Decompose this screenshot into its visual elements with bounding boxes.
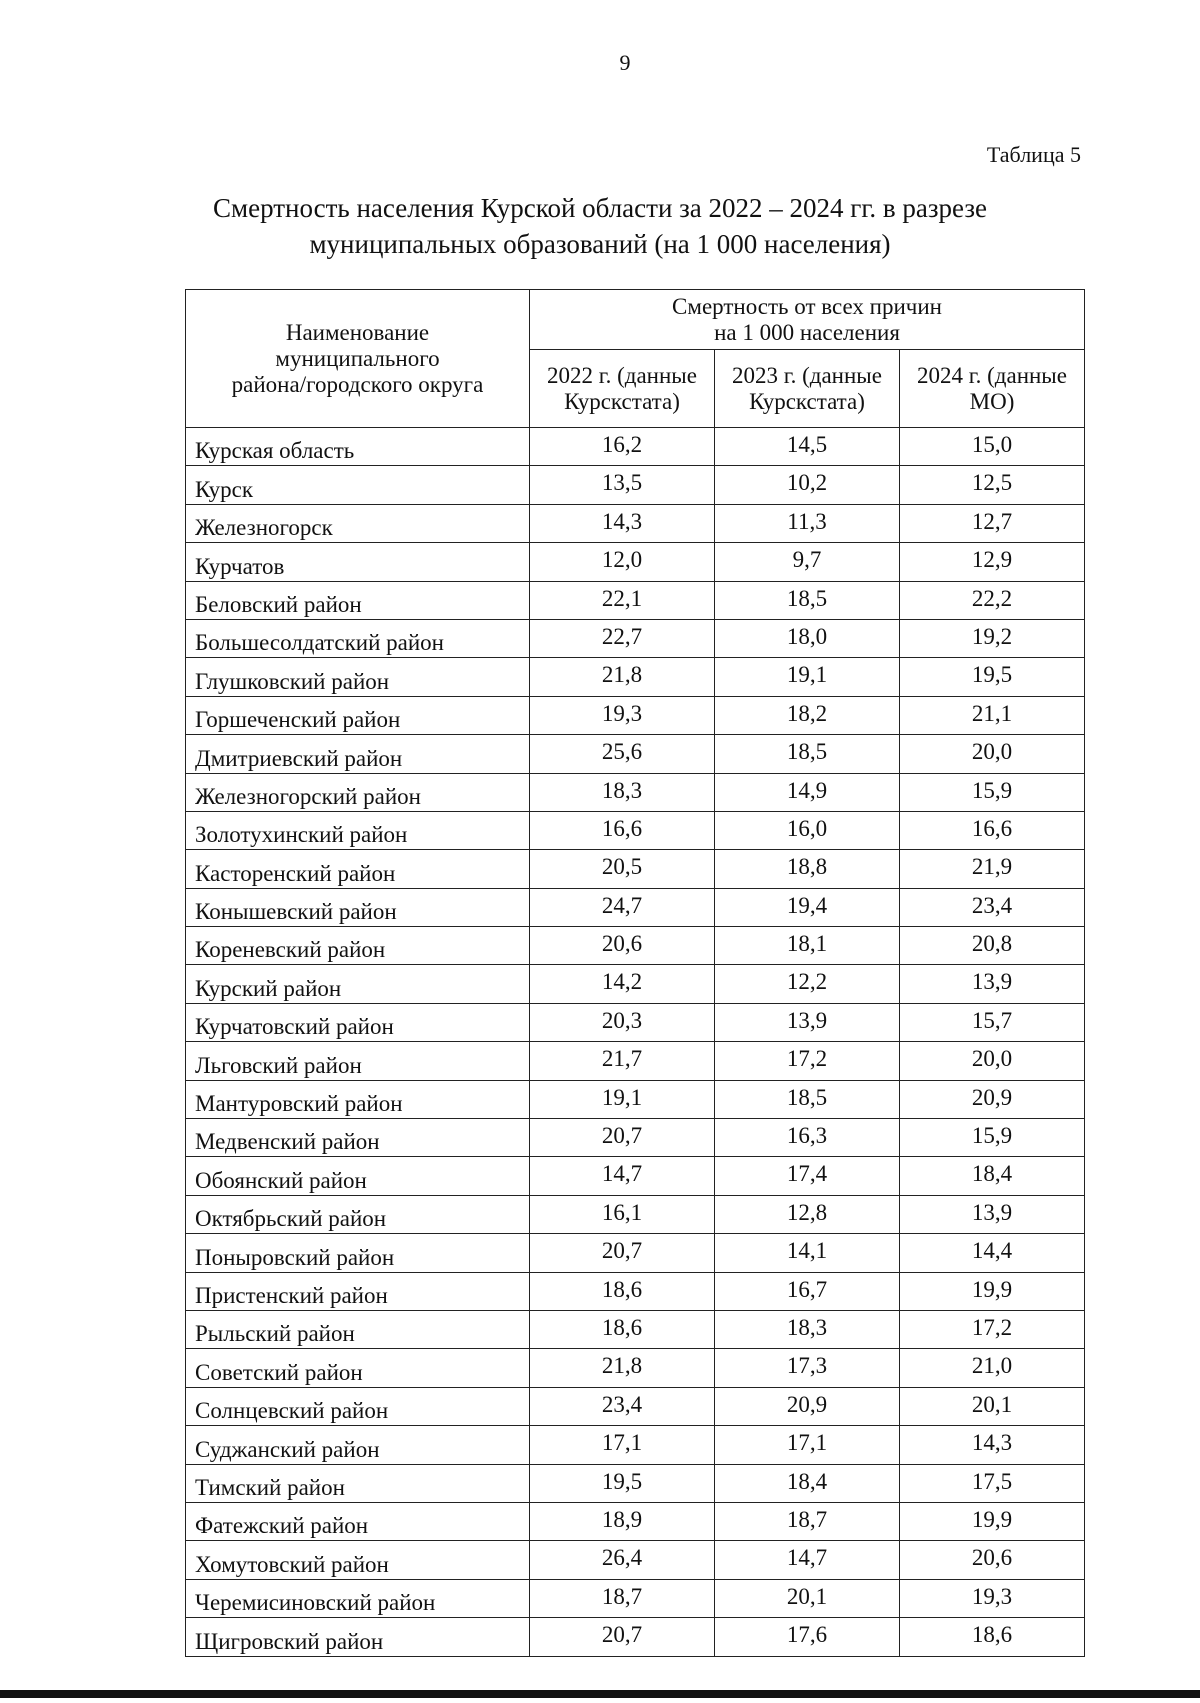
value-2024-cell: 19,9	[900, 1272, 1085, 1310]
value-2023-cell: 14,5	[715, 428, 900, 466]
header-municipality-name	[186, 290, 530, 428]
table-row	[186, 1234, 1085, 1272]
value-2024-cell: 20,0	[900, 1042, 1085, 1080]
value-2023-cell: 9,7	[715, 543, 900, 581]
value-2023-cell: 13,9	[715, 1003, 900, 1041]
table-row	[186, 1349, 1085, 1387]
document-title-line-1: Смертность населения Курской области за 2022 – 2024 гг. в разрезе	[212, 193, 988, 223]
header-2023-line-2: Курскстата)	[749, 388, 865, 414]
value-2024-cell: 13,9	[900, 1195, 1085, 1233]
value-2024-cell: 15,0	[900, 428, 1085, 466]
value-2024-cell: 20,8	[900, 927, 1085, 965]
value-2022-cell: 14,2	[530, 965, 715, 1003]
value-2022-cell: 25,6	[530, 735, 715, 773]
table-row	[186, 965, 1085, 1003]
header-2023-line-1: 2023 г. (данные	[732, 362, 882, 388]
value-2022-cell: 22,7	[530, 619, 715, 657]
value-2024-cell: 13,9	[900, 965, 1085, 1003]
value-2024-cell: 19,5	[900, 658, 1085, 696]
header-name-line-1: Наименование	[285, 319, 430, 345]
table-row	[186, 1042, 1085, 1080]
value-2024-cell: 15,9	[900, 1119, 1085, 1157]
value-2022-cell: 21,7	[530, 1042, 715, 1080]
value-2024-cell: 16,6	[900, 811, 1085, 849]
value-2024-cell: 12,9	[900, 543, 1085, 581]
header-year-2022	[530, 350, 715, 428]
value-2022-cell: 14,7	[530, 1157, 715, 1195]
value-2023-cell: 14,7	[715, 1541, 900, 1579]
document-title	[150, 190, 1050, 262]
table-row	[186, 1195, 1085, 1233]
value-2022-cell: 20,7	[530, 1618, 715, 1656]
table-row	[186, 543, 1085, 581]
value-2024-cell: 20,6	[900, 1541, 1085, 1579]
header-2022-line-1: 2022 г. (данные	[547, 362, 697, 388]
value-2022-cell: 20,7	[530, 1234, 715, 1272]
value-2024-cell: 14,4	[900, 1234, 1085, 1272]
value-2024-cell: 22,2	[900, 581, 1085, 619]
municipality-name-cell: Курчатов	[186, 543, 530, 581]
value-2022-cell: 18,6	[530, 1310, 715, 1348]
table-row	[186, 1502, 1085, 1540]
municipality-name-cell: Тимский район	[186, 1464, 530, 1502]
table-row	[186, 1387, 1085, 1425]
municipality-name-cell: Суджанский район	[186, 1426, 530, 1464]
municipality-name-cell: Советский район	[186, 1349, 530, 1387]
value-2023-cell: 18,0	[715, 619, 900, 657]
value-2024-cell: 12,7	[900, 504, 1085, 542]
table-row	[186, 1426, 1085, 1464]
municipality-name-cell: Глушковский район	[186, 658, 530, 696]
table-row	[186, 773, 1085, 811]
header-group-line-1: Смертность от всех причин	[672, 293, 942, 319]
value-2024-cell: 14,3	[900, 1426, 1085, 1464]
header-year-2024	[900, 350, 1085, 428]
value-2024-cell: 21,0	[900, 1349, 1085, 1387]
header-2022-line-2: Курскстата)	[564, 388, 680, 414]
header-mortality-group	[530, 290, 1085, 350]
table-row	[186, 1272, 1085, 1310]
municipality-name-cell: Хомутовский район	[186, 1541, 530, 1579]
municipality-name-cell: Конышевский район	[186, 888, 530, 926]
value-2023-cell: 16,3	[715, 1119, 900, 1157]
table-row	[186, 504, 1085, 542]
municipality-name-cell: Льговский район	[186, 1042, 530, 1080]
page-number: 9	[619, 50, 631, 75]
municipality-name-cell: Беловский район	[186, 581, 530, 619]
municipality-name-cell: Медвенский район	[186, 1119, 530, 1157]
municipality-name-cell: Поныровский район	[186, 1234, 530, 1272]
table-body	[186, 428, 1085, 1657]
value-2024-cell: 19,9	[900, 1502, 1085, 1540]
value-2023-cell: 10,2	[715, 466, 900, 504]
value-2022-cell: 20,6	[530, 927, 715, 965]
value-2024-cell: 18,4	[900, 1157, 1085, 1195]
municipality-name-cell: Железногорск	[186, 504, 530, 542]
value-2024-cell: 19,2	[900, 619, 1085, 657]
value-2022-cell: 19,1	[530, 1080, 715, 1118]
header-name-line-3: района/городского округа	[231, 371, 484, 397]
value-2023-cell: 11,3	[715, 504, 900, 542]
value-2023-cell: 19,4	[715, 888, 900, 926]
table-row	[186, 466, 1085, 504]
value-2023-cell: 18,5	[715, 735, 900, 773]
value-2023-cell: 18,2	[715, 696, 900, 734]
value-2023-cell: 14,1	[715, 1234, 900, 1272]
municipality-name-cell: Дмитриевский район	[186, 735, 530, 773]
municipality-name-cell: Солнцевский район	[186, 1387, 530, 1425]
value-2023-cell: 18,5	[715, 581, 900, 619]
municipality-name-cell: Кореневский район	[186, 927, 530, 965]
table-row	[186, 1080, 1085, 1118]
value-2022-cell: 18,9	[530, 1502, 715, 1540]
value-2022-cell: 23,4	[530, 1387, 715, 1425]
value-2024-cell: 12,5	[900, 466, 1085, 504]
value-2023-cell: 20,1	[715, 1579, 900, 1617]
value-2022-cell: 17,1	[530, 1426, 715, 1464]
municipality-name-cell: Октябрьский район	[186, 1195, 530, 1233]
table-row	[186, 1618, 1085, 1656]
value-2023-cell: 17,4	[715, 1157, 900, 1195]
header-2024-line-2: МО)	[969, 388, 1015, 414]
table-row	[186, 850, 1085, 888]
municipality-name-cell: Щигровский район	[186, 1618, 530, 1656]
value-2022-cell: 12,0	[530, 543, 715, 581]
table-row	[186, 811, 1085, 849]
table-row	[186, 1157, 1085, 1195]
value-2022-cell: 16,6	[530, 811, 715, 849]
municipality-name-cell: Железногорский район	[186, 773, 530, 811]
table-row	[186, 1579, 1085, 1617]
value-2022-cell: 18,6	[530, 1272, 715, 1310]
value-2024-cell: 21,9	[900, 850, 1085, 888]
value-2023-cell: 18,5	[715, 1080, 900, 1118]
municipality-name-cell: Рыльский район	[186, 1310, 530, 1348]
header-2024-line-1: 2024 г. (данные	[917, 362, 1067, 388]
value-2022-cell: 18,3	[530, 773, 715, 811]
value-2024-cell: 15,9	[900, 773, 1085, 811]
header-group-line-2: на 1 000 населения	[714, 319, 900, 345]
value-2024-cell: 20,1	[900, 1387, 1085, 1425]
value-2022-cell: 19,3	[530, 696, 715, 734]
table-row	[186, 581, 1085, 619]
municipality-name-cell: Курский район	[186, 965, 530, 1003]
value-2023-cell: 12,2	[715, 965, 900, 1003]
municipality-name-cell: Мантуровский район	[186, 1080, 530, 1118]
value-2022-cell: 21,8	[530, 1349, 715, 1387]
value-2022-cell: 14,3	[530, 504, 715, 542]
value-2024-cell: 23,4	[900, 888, 1085, 926]
table-row	[186, 1541, 1085, 1579]
value-2022-cell: 24,7	[530, 888, 715, 926]
mortality-table	[185, 289, 1085, 1657]
value-2022-cell: 19,5	[530, 1464, 715, 1502]
value-2024-cell: 19,3	[900, 1579, 1085, 1617]
value-2024-cell: 20,0	[900, 735, 1085, 773]
value-2022-cell: 22,1	[530, 581, 715, 619]
document-title-line-2: муниципальных образований (на 1 000 населения)	[309, 229, 891, 259]
value-2024-cell: 17,2	[900, 1310, 1085, 1348]
value-2023-cell: 18,8	[715, 850, 900, 888]
value-2022-cell: 20,3	[530, 1003, 715, 1041]
table-row	[186, 619, 1085, 657]
value-2024-cell: 21,1	[900, 696, 1085, 734]
table-label: Таблица 5	[986, 142, 1081, 167]
value-2024-cell: 15,7	[900, 1003, 1085, 1041]
table-row	[186, 428, 1085, 466]
municipality-name-cell: Фатежский район	[186, 1502, 530, 1540]
municipality-name-cell: Золотухинский район	[186, 811, 530, 849]
municipality-name-cell: Курская область	[186, 428, 530, 466]
municipality-name-cell: Черемисиновский район	[186, 1579, 530, 1617]
value-2023-cell: 19,1	[715, 658, 900, 696]
value-2023-cell: 20,9	[715, 1387, 900, 1425]
table-row	[186, 1119, 1085, 1157]
value-2023-cell: 16,7	[715, 1272, 900, 1310]
value-2023-cell: 18,7	[715, 1502, 900, 1540]
municipality-name-cell: Большесолдатский район	[186, 619, 530, 657]
value-2022-cell: 26,4	[530, 1541, 715, 1579]
table-row	[186, 735, 1085, 773]
value-2023-cell: 17,1	[715, 1426, 900, 1464]
value-2023-cell: 14,9	[715, 773, 900, 811]
value-2024-cell: 18,6	[900, 1618, 1085, 1656]
value-2022-cell: 20,5	[530, 850, 715, 888]
municipality-name-cell: Обоянский район	[186, 1157, 530, 1195]
value-2022-cell: 16,2	[530, 428, 715, 466]
value-2023-cell: 18,4	[715, 1464, 900, 1502]
value-2023-cell: 18,1	[715, 927, 900, 965]
value-2023-cell: 18,3	[715, 1310, 900, 1348]
table-row	[186, 696, 1085, 734]
value-2023-cell: 17,6	[715, 1618, 900, 1656]
table-row	[186, 1003, 1085, 1041]
table-row	[186, 927, 1085, 965]
value-2024-cell: 20,9	[900, 1080, 1085, 1118]
value-2023-cell: 17,3	[715, 1349, 900, 1387]
scan-edge-line	[0, 1690, 1200, 1698]
value-2022-cell: 13,5	[530, 466, 715, 504]
municipality-name-cell: Касторенский район	[186, 850, 530, 888]
municipality-name-cell: Горшеченский район	[186, 696, 530, 734]
table-row	[186, 888, 1085, 926]
value-2022-cell: 16,1	[530, 1195, 715, 1233]
value-2022-cell: 21,8	[530, 658, 715, 696]
table-header	[186, 290, 1085, 428]
value-2023-cell: 12,8	[715, 1195, 900, 1233]
value-2024-cell: 17,5	[900, 1464, 1085, 1502]
table-row	[186, 658, 1085, 696]
header-year-2023	[715, 350, 900, 428]
value-2023-cell: 16,0	[715, 811, 900, 849]
value-2022-cell: 18,7	[530, 1579, 715, 1617]
municipality-name-cell: Пристенский район	[186, 1272, 530, 1310]
municipality-name-cell: Курск	[186, 466, 530, 504]
municipality-name-cell: Курчатовский район	[186, 1003, 530, 1041]
value-2023-cell: 17,2	[715, 1042, 900, 1080]
table-row	[186, 1310, 1085, 1348]
table-row	[186, 1464, 1085, 1502]
value-2022-cell: 20,7	[530, 1119, 715, 1157]
header-name-line-2: муниципального	[275, 345, 440, 371]
